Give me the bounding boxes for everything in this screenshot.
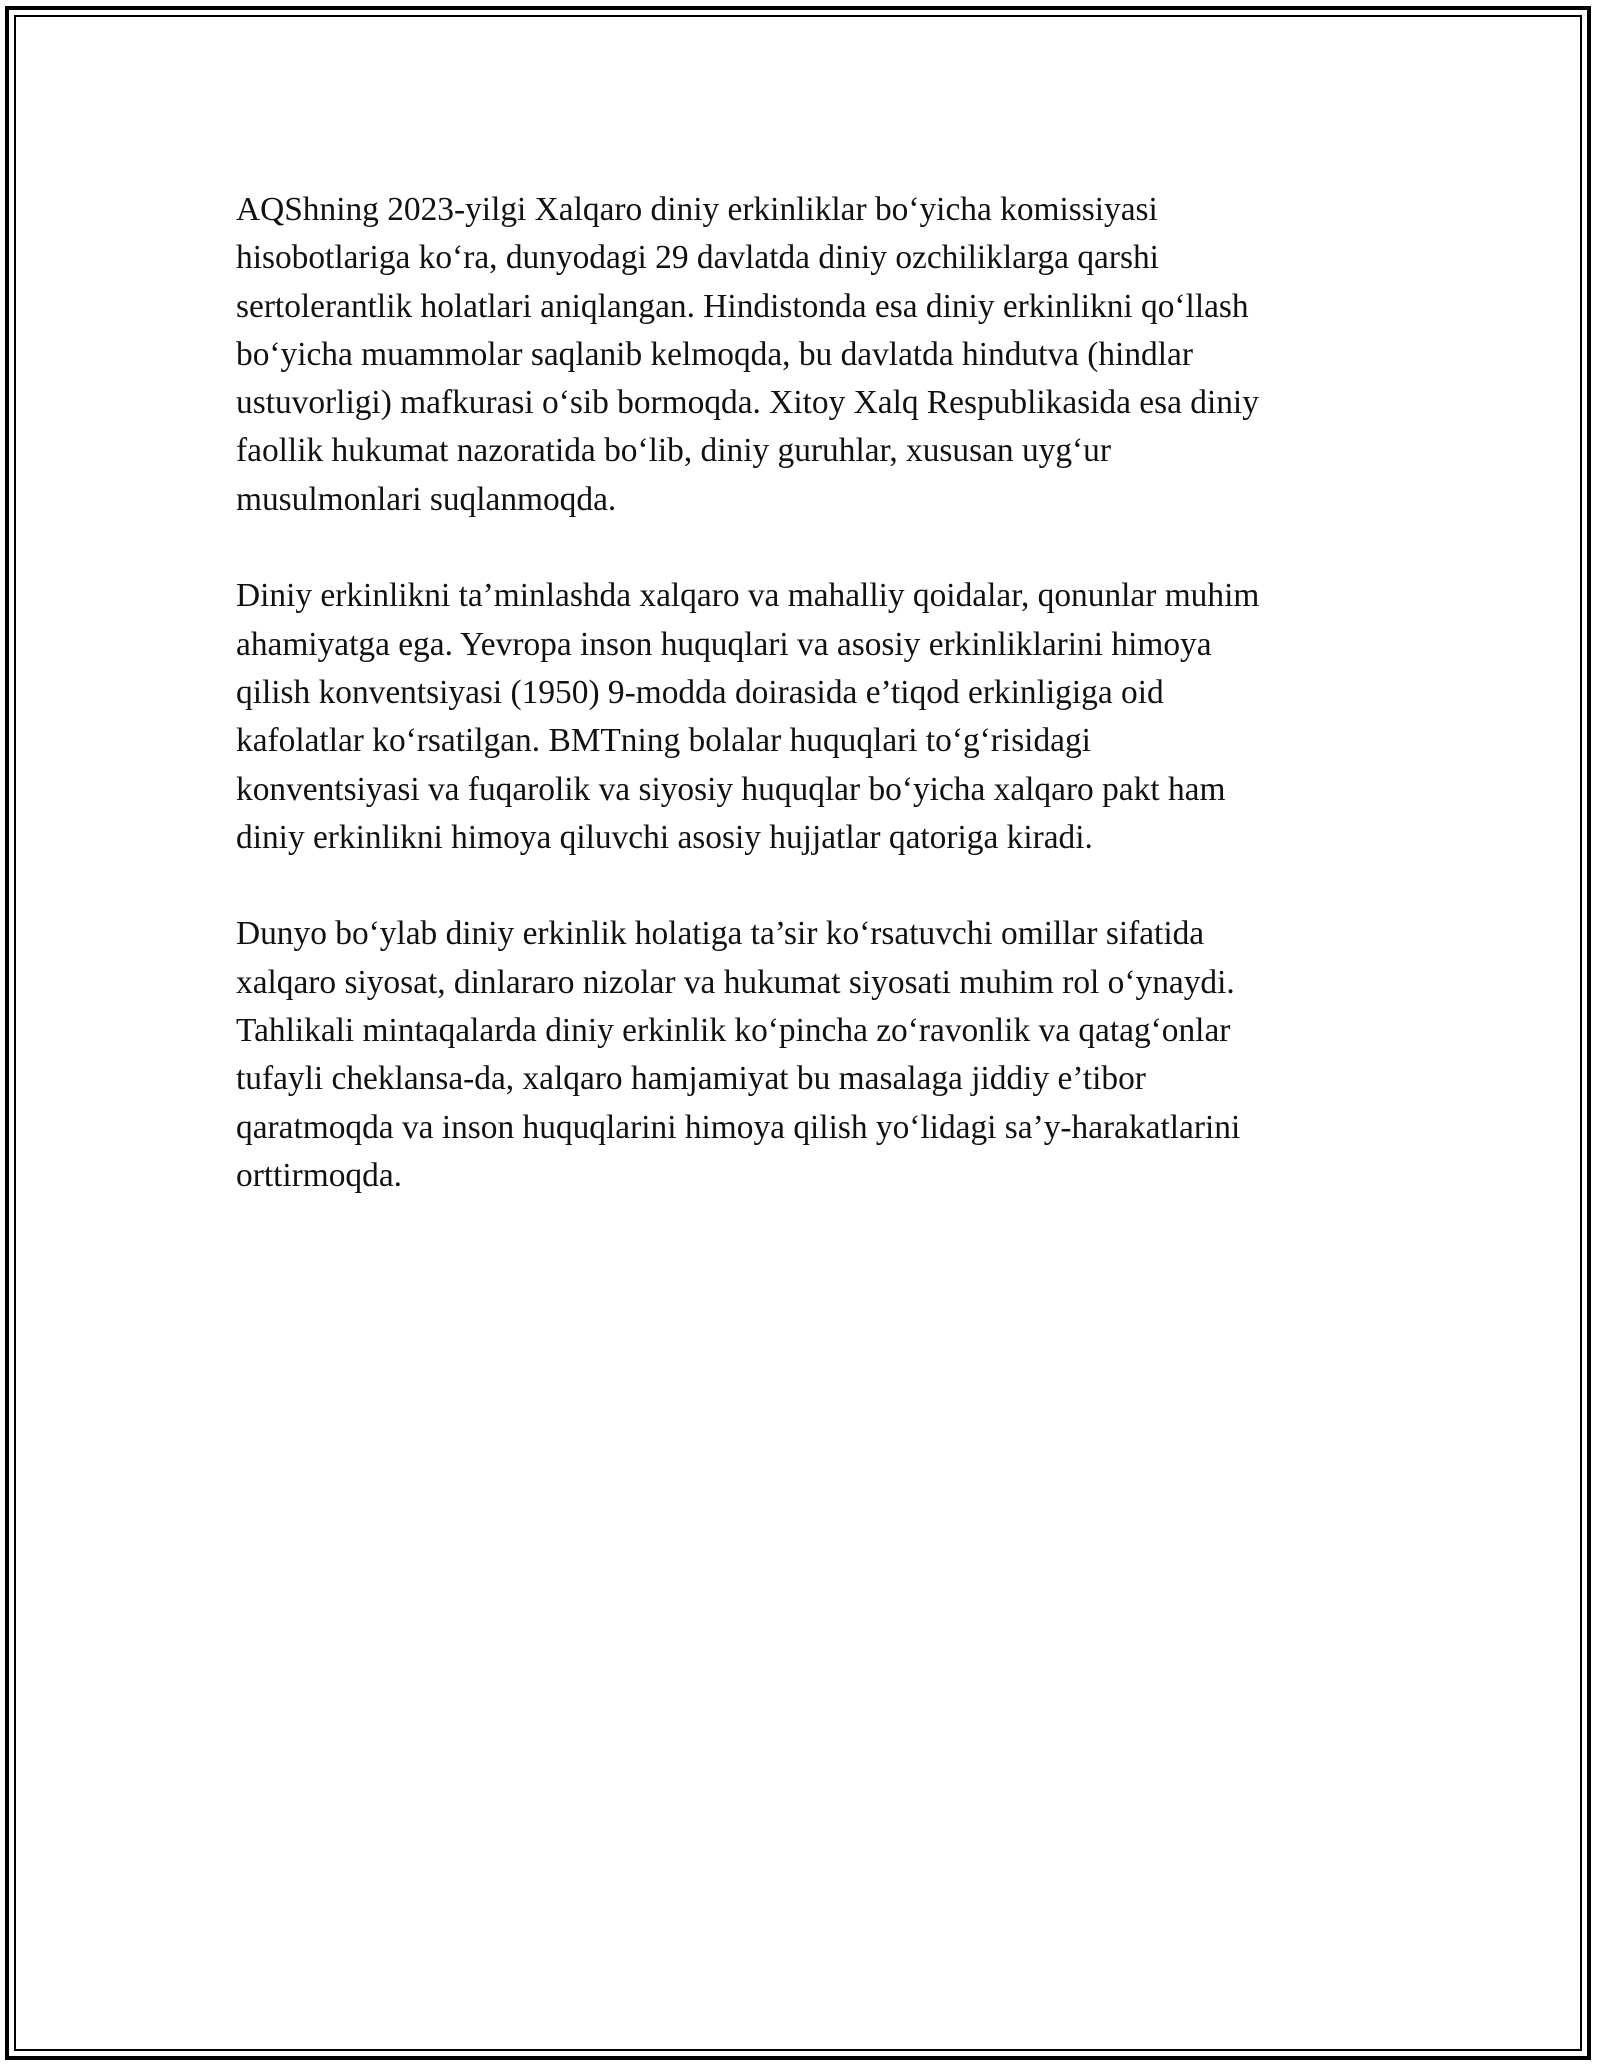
document-body [236,186,1386,1249]
paragraph-legal-framework: Diniy erkinlikni ta’minlashda xalqaro va mahalliy qoidalar, qonunlar muhim ahamiyatga ega. Yevropa inson huquqlari va asosiy erkinliklarini himoya qilish konventsiyasi (1950) 9-modda doirasida e’tiqod erkinligiga oid kafolatlar ko‘rsatilgan. BMTning bolalar huquqlari to‘g‘risidagi konventsiyasi va fuqarolik va siyosiy huquqlar bo‘yicha xalqaro pakt ham diniy erkinlikni himoya qiluvchi asosiy hujjatlar qatoriga kiradi. [236,577,1260,856]
paragraph-religious-freedom-report: AQShning 2023-yilgi Xalqaro diniy erkinliklar bo‘yicha komissiyasi hisobotlariga ko‘ra, dunyodagi 29 davlatda diniy ozchiliklarga qarshi sertolerantlik holatlari aniqlangan. Hindistonda esa diniy erkinlikni qo‘llash bo‘yicha muammolar saqlanib kelmoqda, bu davlatda hindutva (hindlar ustuvorligi) mafkurasi o‘sib bormoqda. Xitoy Xalq Respublikasida esa diniy faollik hukumat nazoratida bo‘lib, diniy guruhlar, xususan uyg‘ur musulmonlari suqlanmoqda. [236,191,1259,518]
paragraph-influencing-factors: Dunyo bo‘ylab diniy erkinlik holatiga ta’sir ko‘rsatuvchi omillar sifatida xalqaro siyosat, dinlararo nizolar va hukumat siyosati muhim rol o‘ynaydi. Tahlikali mintaqalarda diniy erkinlik ko‘pincha zo‘ravonlik va qatag‘onlar tufayli cheklansa-da, xalqaro hamjamiyat bu masalaga jiddiy e’tibor qaratmoqda va inson huquqlarini himoya qilish yo‘lidagi sa’y-harakatlarini orttirmoqda. [236,915,1241,1194]
